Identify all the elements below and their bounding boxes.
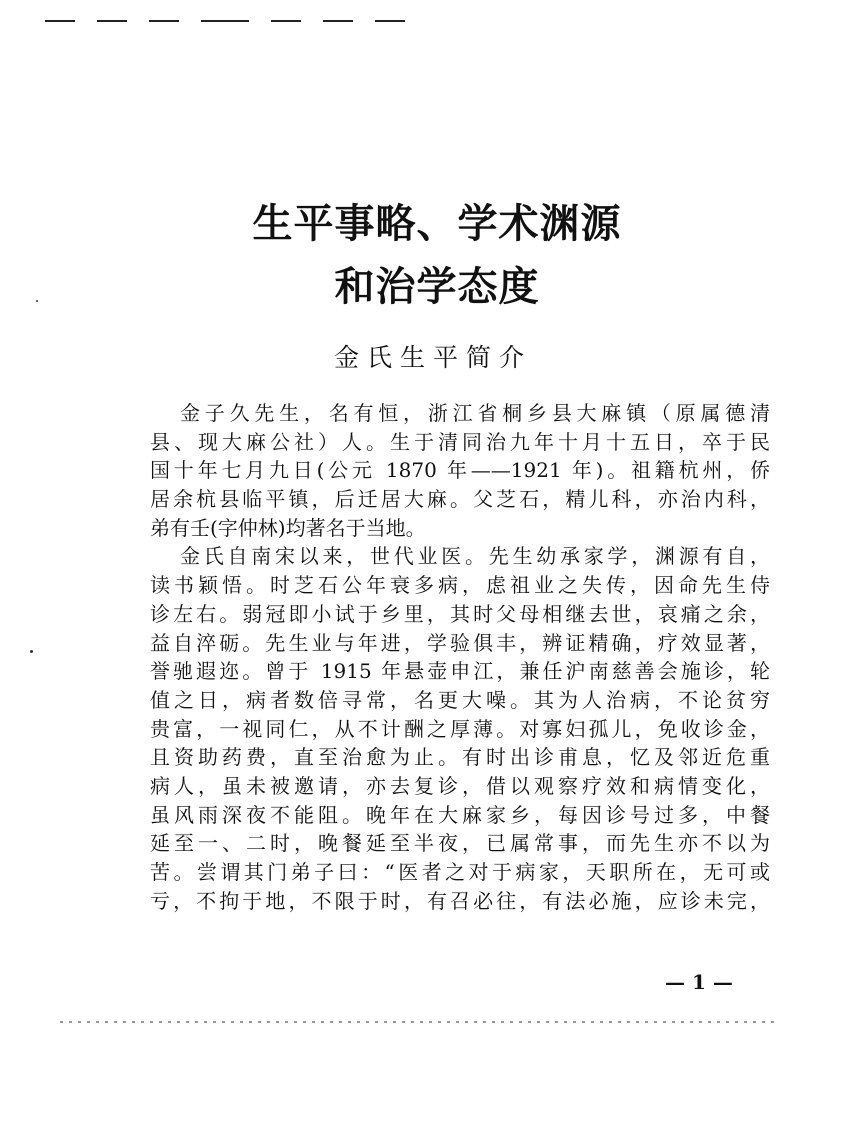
text-line: 贵富，一视同仁，从不计酬之厚薄。对寡妇孤儿，免收诊金， [150,716,770,741]
section-heading: 金氏生平简介 [333,343,532,372]
text-line: 延至一、二时，晚餐延至半夜，已属常事，而先生亦不以为 [150,831,770,856]
text-line: 诊左右。弱冠即小试于乡里，其时父母相继去世，哀痛之余， [150,601,770,626]
text-line: 益自淬砺。先生业与年进，学验俱丰，辨证精确，疗效显著， [150,630,770,655]
scan-artifact [60,1021,780,1023]
chapter-title-line-2: 和治学态度 [334,263,540,310]
page-number: — 1 — [665,970,733,994]
text-line: 读书颖悟。时芝石公年衰多病，虑祖业之失传，因命先生侍 [150,573,770,598]
chapter-title-line-1: 生平事略、学术渊源 [252,200,622,247]
text-line: 虽风雨深夜不能阻。晚年在大麻家乡，每因诊号过多，中餐 [150,802,770,827]
text-line: 居余杭县临平镇，后迁居大麻。父芝石，精儿科，亦治内科， [150,487,770,512]
text-line: 苦。尝谓其门弟子曰：“医者之对于病家，天职所在，无可或 [150,860,770,884]
text-line: 金氏自南宋以来，世代业医。先生幼承家学，渊源有自， [180,544,770,569]
header-rule [45,20,405,23]
text-line: 金子久先生，名有恒，浙江省桐乡县大麻镇（原属德清 [180,401,770,425]
body-text [150,399,770,915]
scan-speck [36,300,38,302]
text-line: 国十年七月九日(公元 1870 年——1921 年)。祖籍杭州，侨 [150,458,770,483]
text-line: 值之日，病者数倍寻常，名更大噪。其为人治病，不论贫穷 [150,687,770,712]
text-line: 亏，不拘于地，不限于时，有召必往，有法必施，应诊未完， [150,888,770,913]
text-line: 且资助药费，直至治愈为止。有时出诊甫息，忆及邻近危重 [150,745,770,770]
text-line: 誉驰遐迩。曾于 1915 年悬壶申江，兼任沪南慈善会施诊，轮 [150,659,770,684]
text-line: 县、现大麻公社）人。生于清同治九年十月十五日，卒于民 [150,429,770,454]
scan-speck [30,650,33,653]
text-line: 病人，虽未被邀请，亦去复诊，借以观察疗效和病情变化， [150,773,770,798]
text-line: 弟有壬(字仲林)均著名于当地。 [150,515,426,540]
